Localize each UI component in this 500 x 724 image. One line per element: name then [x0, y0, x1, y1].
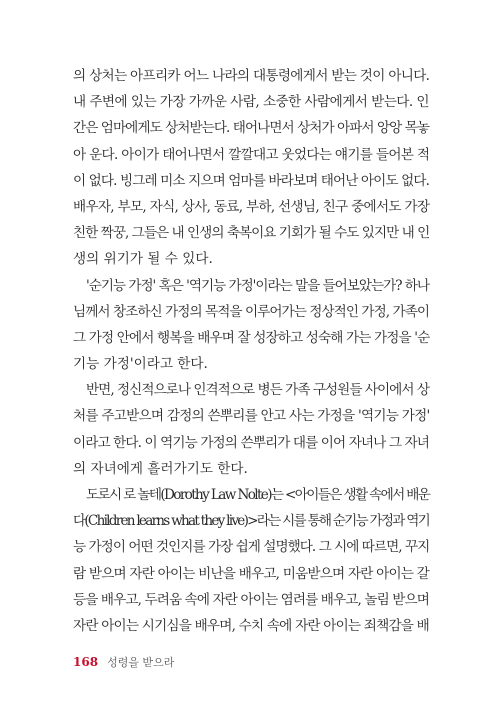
text-line: 등을 배우고, 두려움 속에 자란 아이는 염려를 배우고, 놀림 받으며 — [73, 591, 429, 608]
page-number: 168 — [73, 655, 99, 669]
paragraph-2 — [73, 273, 429, 378]
text-line: 능 가정이 어떤 것인지를 가장 쉽게 설명했다. 그 시에 따르면, 꾸지 — [73, 539, 430, 556]
text-line: 아 운다. 아이가 태어나면서 깔깔대고 웃었다는 얘기를 들어본 적 — [73, 146, 430, 163]
page-footer — [73, 654, 174, 674]
text-line: 생의 위기가 될 수 있다. — [73, 251, 213, 268]
text-line: 배우자, 부모, 자식, 상사, 동료, 부하, 선생님, 친구 중에서도 가장 — [73, 198, 430, 215]
text-line: 이라고 한다. 이 역기능 가정의 쓴뿌리가 대를 이어 자녀나 그 자녀 — [73, 434, 429, 451]
paragraph-3 — [73, 377, 429, 482]
body-text — [73, 63, 429, 639]
text-line: 간은 엄마에게도 상처받는다. 태어나면서 상처가 아파서 앙앙 목놓 — [73, 120, 430, 137]
text-line: 다(Children learns what they live)>라는 시를 통해 순기능 가정과 역기 — [73, 513, 429, 530]
text-line: 의 자녀에게 흘러가기도 한다. — [73, 460, 248, 477]
text-line: 의 상처는 아프리카 어느 나라의 대통령에게서 받는 것이 아니다. — [73, 68, 430, 84]
text-line: 람 받으며 자란 아이는 비난을 배우고, 미움받으며 자란 아이는 갈 — [73, 565, 429, 582]
text-line: 그 가정 안에서 행복을 배우며 잘 성장하고 성숙해 가는 가정을 '순 — [73, 329, 430, 346]
text-line: 친한 짝꿍, 그들은 내 인생의 축복이요 기회가 될 수도 있지만 내 인 — [73, 225, 430, 242]
text-line: 이 없다. 빙그레 미소 지으며 엄마를 바라보며 태어난 아이도 없다. — [73, 172, 429, 189]
paragraph-1 — [73, 63, 429, 273]
text-line: 님께서 창조하신 가정의 목적을 이루어가는 정상적인 가정, 가족이 — [73, 303, 430, 320]
text-line: 기능 가정'이라고 한다. — [73, 356, 208, 373]
text-line: 반면, 정신적으로나 인격적으로 병든 가족 구성원들 사이에서 상 — [86, 382, 429, 399]
text-line: 내 주변에 있는 가장 가까운 사람, 소중한 사람에게서 받는다. 인 — [73, 94, 429, 111]
paragraph-4 — [73, 482, 429, 639]
text-line: 처를 주고받으며 감정의 쓴뿌리를 안고 사는 가정을 '역기능 가정' — [73, 408, 430, 425]
text-line: 자란 아이는 시기심을 배우며, 수치 속에 자란 아이는 죄책감을 배 — [73, 617, 429, 634]
running-title: 성령을 받으라 — [107, 656, 175, 669]
text-line: 도로시 로 놀테(Dorothy Law Nolte)는 <아이들은 생활 속에서 배운 — [86, 487, 430, 503]
text-line: '순기능 가정' 혹은 '역기능 가정'이라는 말을 들어보았는가? 하나 — [86, 277, 429, 294]
